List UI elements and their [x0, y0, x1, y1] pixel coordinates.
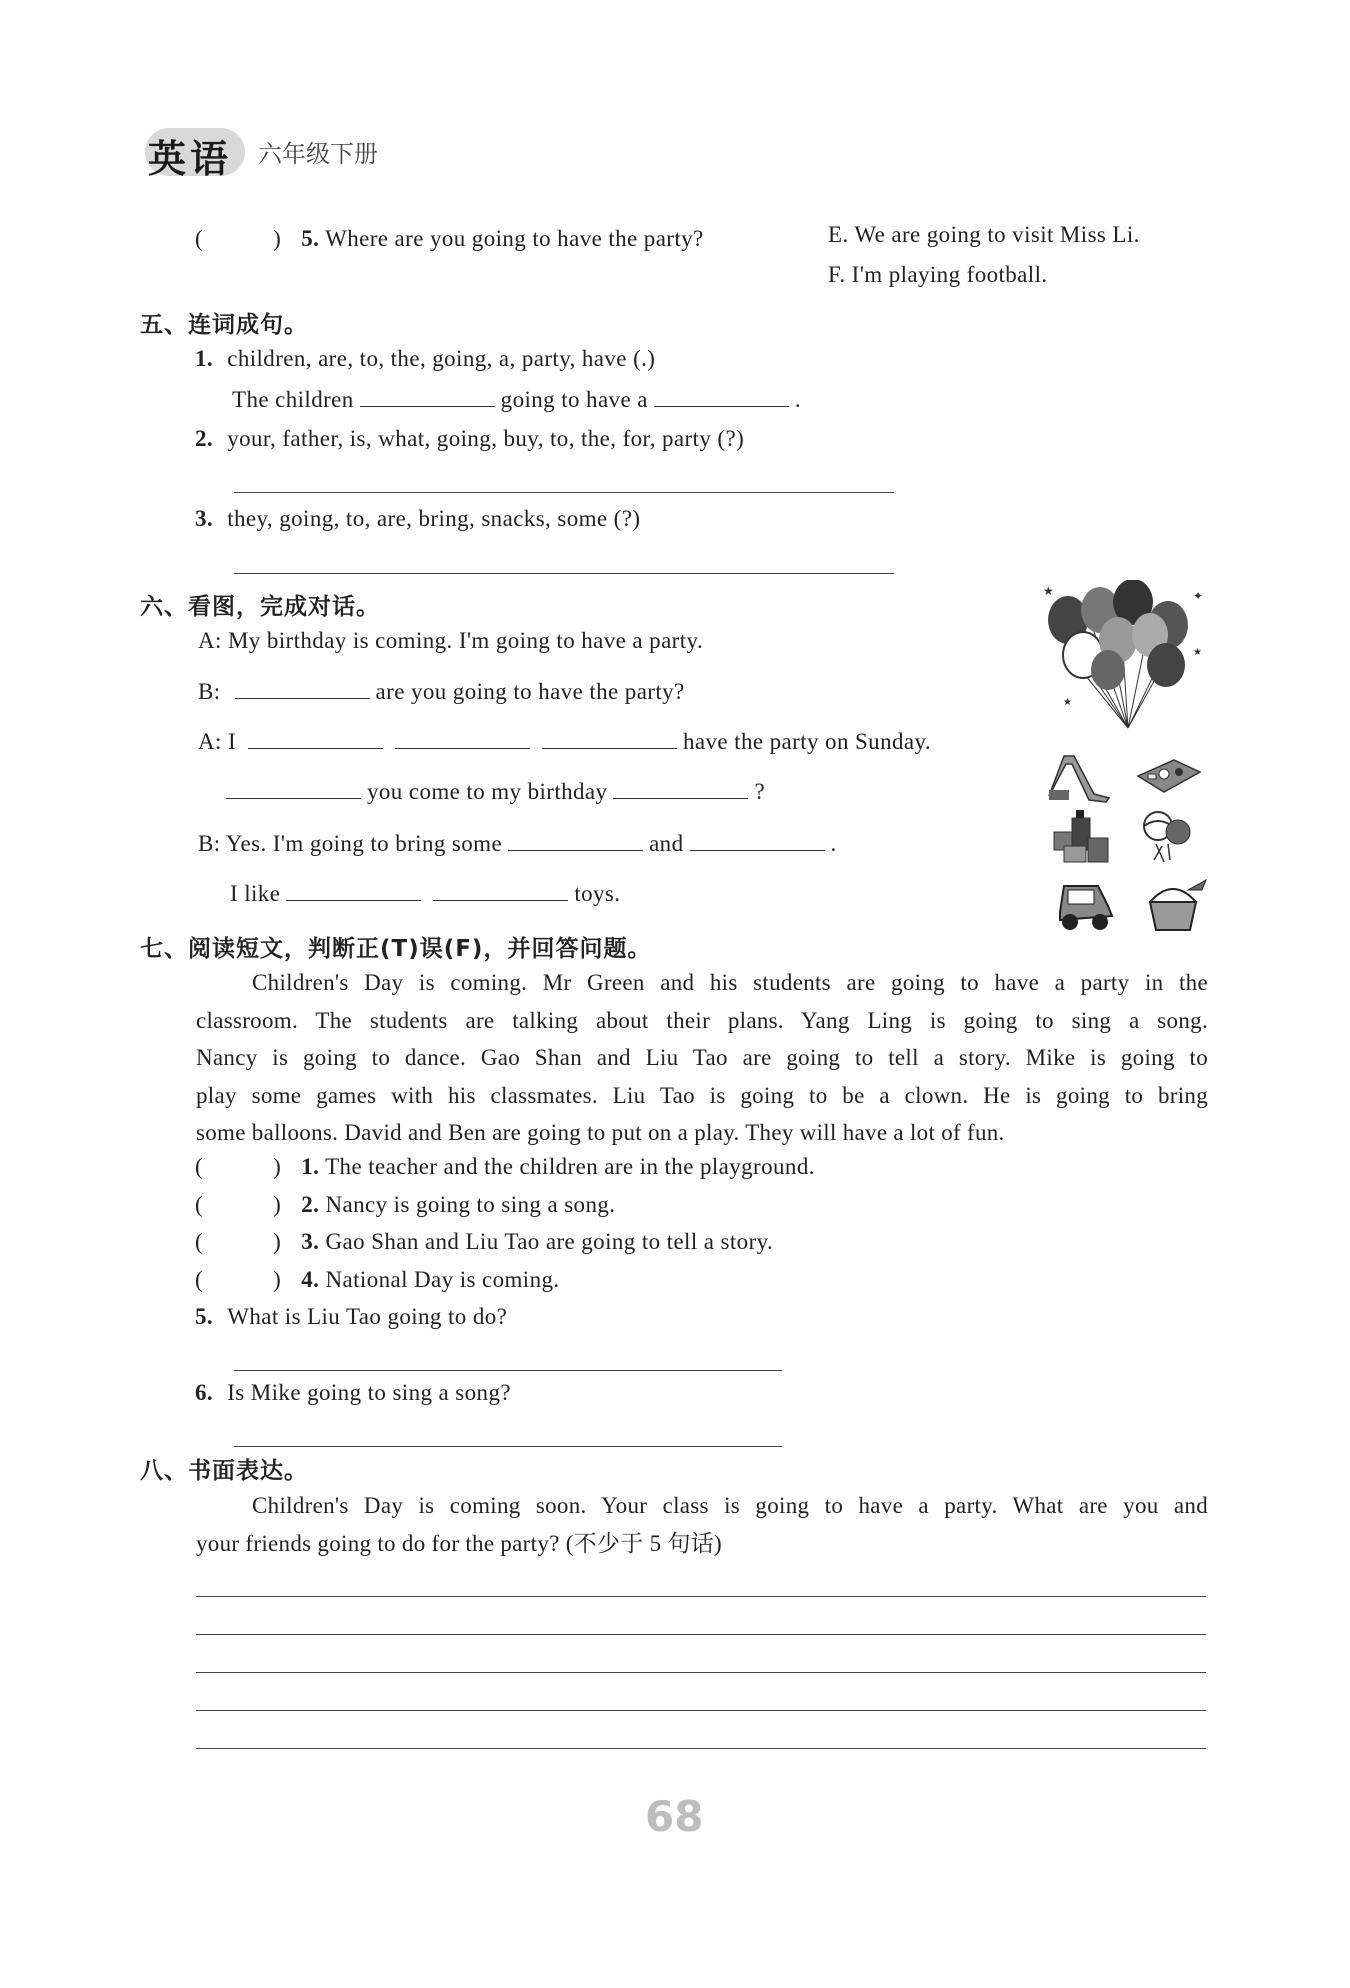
dialog-line-2: B: are you going to have the party?	[198, 679, 685, 704]
s7-q6-answer-line[interactable]	[234, 1446, 782, 1447]
writing-line[interactable]	[196, 1748, 1206, 1749]
answer-blank[interactable]	[613, 778, 748, 799]
passage-line: Children's Day is coming. Mr Green and his students are going to have a party in the	[252, 970, 1208, 995]
svg-text:★: ★	[1193, 647, 1202, 658]
reading-passage	[196, 964, 1208, 1152]
section6-title: 六、看图，完成对话。	[140, 594, 380, 620]
svg-text:★: ★	[1043, 584, 1054, 598]
s5-q3-answer-line[interactable]	[234, 573, 894, 574]
dialog-line-4: you come to my birthday ?	[226, 778, 765, 805]
s5-q2-answer-line[interactable]	[234, 492, 894, 493]
s5-q3-words: 3. they, going, to, are, bring, snacks, some (?)	[195, 506, 641, 531]
writing-line[interactable]	[196, 1596, 1206, 1597]
option-f: F. I'm playing football.	[828, 262, 1048, 287]
answer-blank[interactable]	[542, 728, 677, 749]
section7-title: 七、阅读短文，判断正(T)误(F)，并回答问题。	[140, 936, 652, 962]
subject-logo: 英语	[148, 137, 233, 181]
dialog-line-6: I like toys.	[230, 881, 621, 906]
answer-blank[interactable]	[235, 678, 370, 699]
building-blocks-icon	[1050, 808, 1114, 866]
dialog-line-3: A: I have the party on Sunday.	[198, 729, 932, 754]
prompt-line: Children's Day is coming soon. Your class is going to have a party. What are you and	[252, 1493, 1208, 1518]
writing-line[interactable]	[196, 1672, 1206, 1673]
balls-icon	[1140, 808, 1196, 866]
passage-line: play some games with his classmates. Liu Tao is going to be a clown. He is going to bring	[196, 1082, 1208, 1108]
s5-q1-answer: The children going to have a .	[232, 387, 801, 412]
passage-line: Nancy is going to dance. Gao Shan and Liu Tao are going to tell a story. Mike is going to	[196, 1045, 1208, 1070]
svg-text:✦: ✦	[1193, 589, 1204, 603]
answer-blank[interactable]	[508, 830, 643, 851]
s5-q1-words: 1. children, are, to, the, going, a, party, have (.)	[195, 346, 656, 371]
toy-slide-icon	[1044, 746, 1114, 804]
tf-item: ( ) 1. The teacher and the children are in the playground.	[195, 1154, 815, 1179]
dialog-line-5: B: Yes. I'm going to bring some and .	[198, 831, 837, 856]
answer-blank[interactable]	[360, 386, 495, 407]
s5-q2-words: 2. your, father, is, what, going, buy, to, the, for, party (?)	[195, 426, 745, 451]
writing-line[interactable]	[196, 1634, 1206, 1635]
writing-prompt	[196, 1487, 1208, 1562]
answer-blank[interactable]	[654, 386, 789, 407]
answer-blank[interactable]	[395, 728, 530, 749]
writing-line[interactable]	[196, 1710, 1206, 1711]
prompt-line: your friends going to do for the party? (不少于 5 句话)	[196, 1530, 723, 1556]
s7-q5-answer-line[interactable]	[234, 1370, 782, 1371]
top-q5: ( ) 5. Where are you going to have the party?	[195, 226, 704, 251]
tf-item: ( ) 3. Gao Shan and Liu Tao are going to tell a story.	[195, 1229, 774, 1254]
toy-car-icon	[1052, 876, 1118, 934]
balloons-icon	[1038, 580, 1213, 740]
s7-q5: 5. What is Liu Tao going to do?	[195, 1304, 508, 1329]
s7-q6: 6. Is Mike going to sing a song?	[195, 1380, 511, 1405]
passage-line: classroom. The students are talking about their plans. Yang Ling is going to sing a song.	[196, 1007, 1208, 1033]
section5-title: 五、连词成句。	[140, 312, 308, 338]
tf-item: ( ) 2. Nancy is going to sing a song.	[195, 1192, 616, 1217]
tf-item: ( ) 4. National Day is coming.	[195, 1267, 560, 1292]
answer-blank[interactable]	[248, 728, 383, 749]
option-e: E. We are going to visit Miss Li.	[828, 222, 1140, 247]
sand-bucket-icon	[1140, 874, 1210, 936]
grade-label: 六年级下册	[258, 140, 378, 168]
svg-text:★: ★	[1063, 697, 1072, 708]
answer-blank[interactable]	[226, 778, 361, 799]
answer-blank[interactable]	[286, 880, 421, 901]
section8-title: 八、书面表达。	[140, 1458, 308, 1484]
passage-line: some balloons. David and Ben are going to put on a play. They will have a lot of fun.	[196, 1120, 1005, 1145]
toy-board-icon	[1134, 754, 1204, 798]
dialog-line-1: A: My birthday is coming. I'm going to have a party.	[198, 628, 704, 653]
page-number: 68	[645, 1792, 704, 1841]
answer-blank[interactable]	[433, 880, 568, 901]
answer-blank[interactable]	[690, 830, 825, 851]
